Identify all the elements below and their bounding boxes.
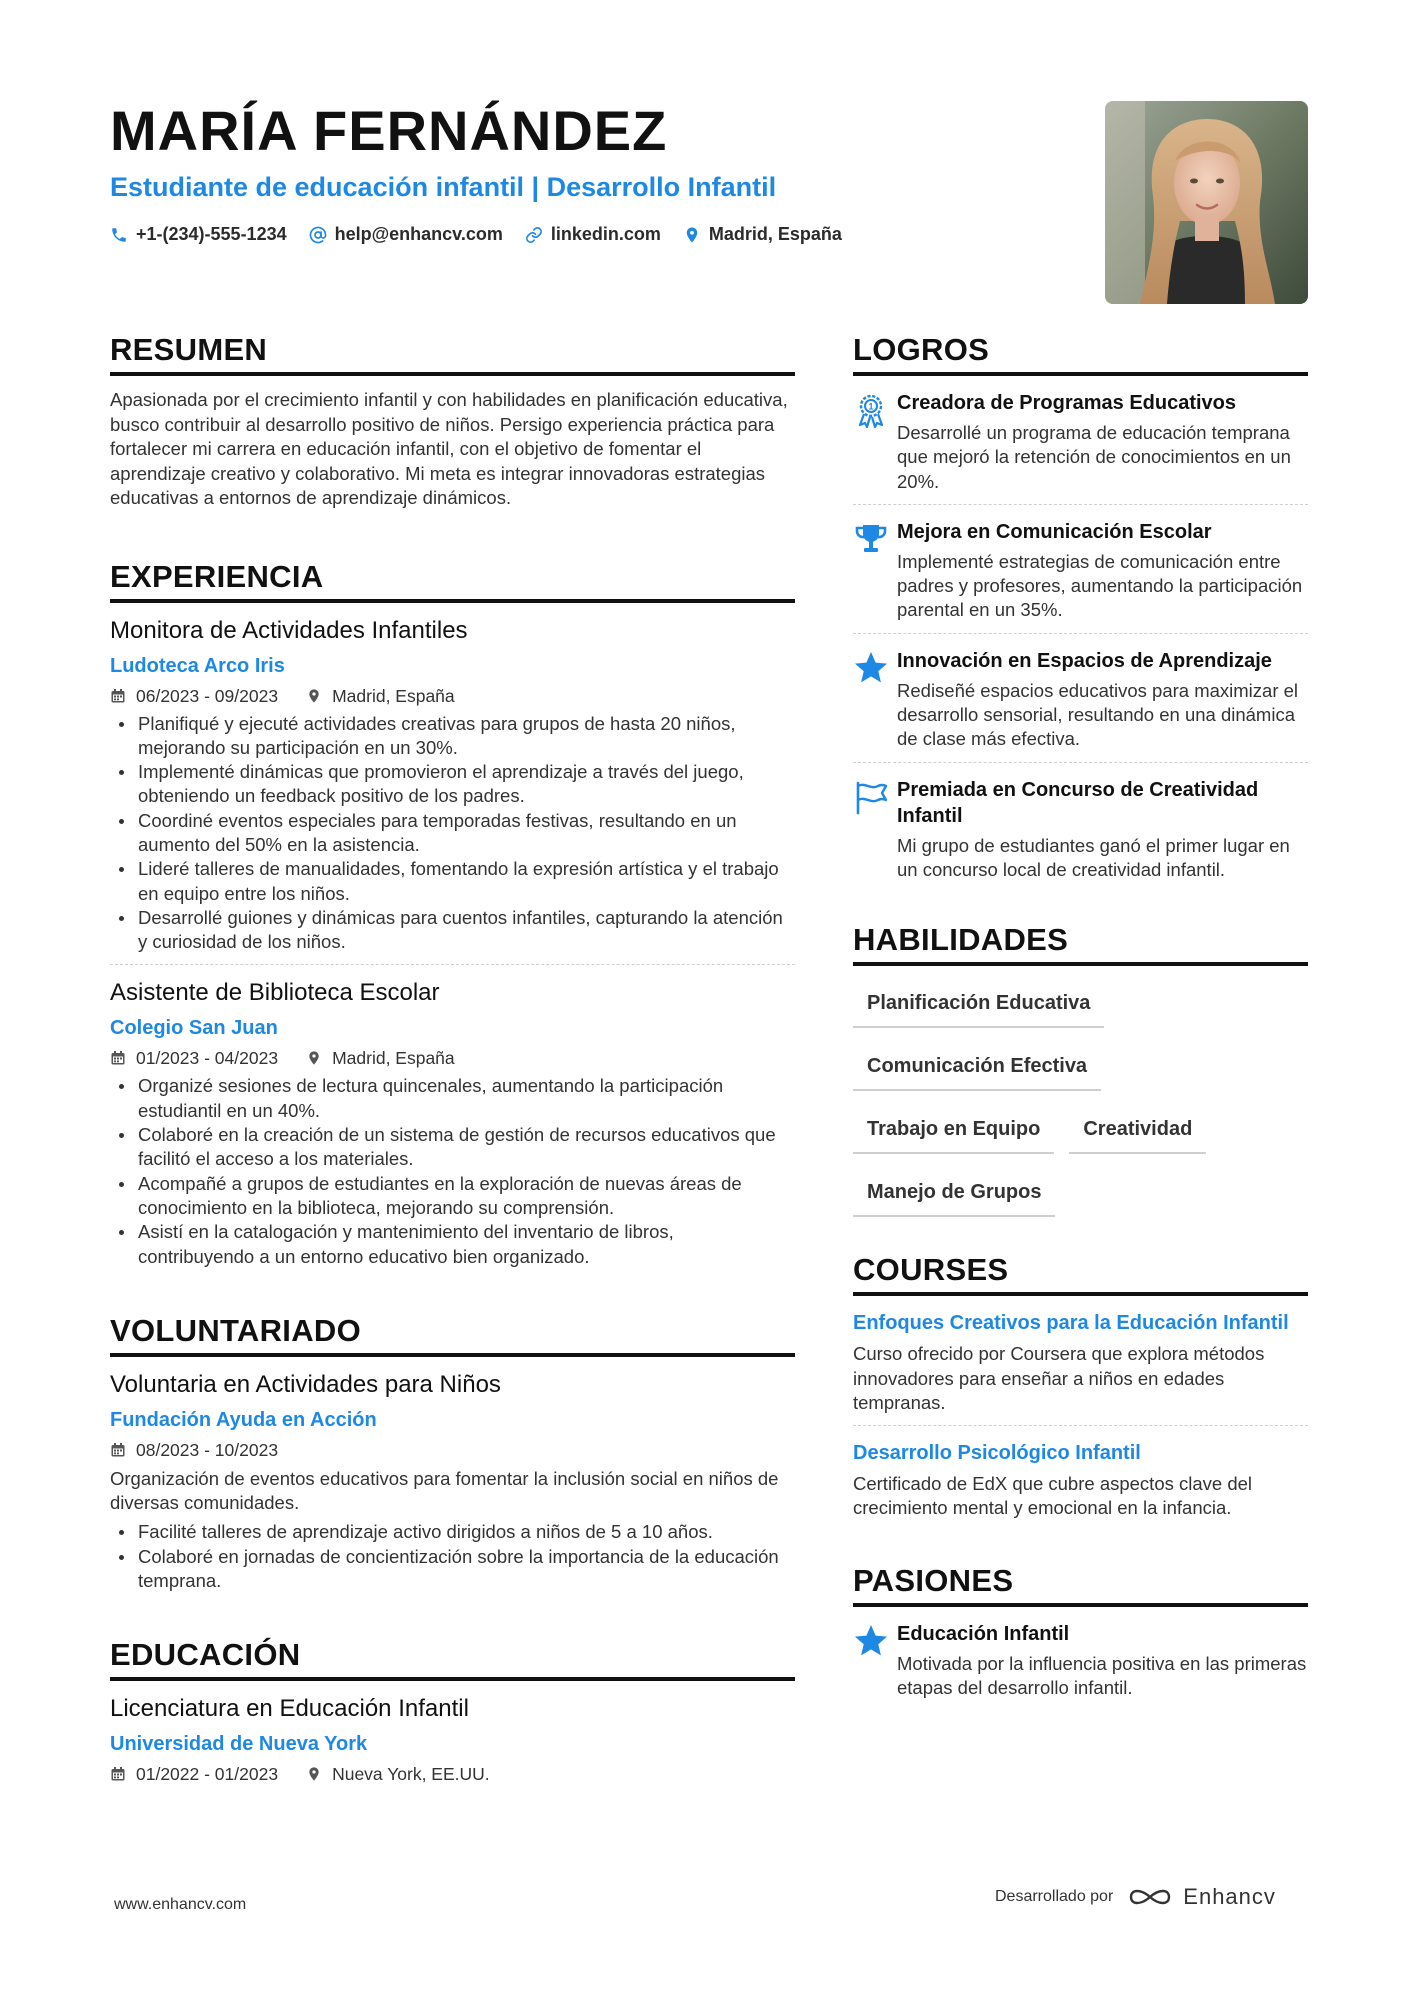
list-item: Facilité talleres de aprendizaje activo dirigidos a niños de 5 a 10 años. bbox=[110, 1520, 795, 1544]
brand-name: Enhancv bbox=[1183, 1884, 1276, 1909]
dates-text: 08/2023 - 10/2023 bbox=[136, 1439, 279, 1460]
location-pin-icon bbox=[306, 1766, 322, 1782]
flag-icon bbox=[853, 777, 897, 883]
job-dates bbox=[110, 685, 278, 707]
volunteer-description: Organización de eventos educativos para fomentar la inclusión social en niños de diversas comunidades. bbox=[110, 1467, 779, 1514]
passion-title: Educación Infantil bbox=[897, 1622, 1070, 1645]
education-location bbox=[306, 1763, 490, 1785]
location-pin-icon bbox=[306, 1050, 322, 1066]
contact-linkedin[interactable] bbox=[525, 224, 661, 245]
contact-location bbox=[683, 224, 842, 245]
avatar-portrait bbox=[1105, 101, 1308, 304]
list-item: Organizé sesiones de lectura quincenales, aumentando la participación estudiantil en un 40%. bbox=[110, 1074, 795, 1123]
job-company: Ludoteca Arco Iris bbox=[110, 654, 285, 677]
degree-title: Licenciatura en Educación Infantil bbox=[110, 1695, 469, 1723]
list-item: Colaboré en jornadas de concientización sobre la importancia de la educación temprana. bbox=[110, 1545, 795, 1594]
volunteering-section bbox=[110, 1311, 795, 1593]
contact-bar bbox=[110, 224, 1070, 245]
resume-header bbox=[110, 98, 1070, 245]
achievement-desc: Implementé estrategias de comunicación entre padres y profesores, aumentando la participación parental en un 35%. bbox=[897, 550, 1303, 621]
education-entry bbox=[110, 1681, 795, 1785]
volunteer-org: Fundación Ayuda en Acción bbox=[110, 1408, 377, 1431]
skills-section bbox=[853, 920, 1308, 1232]
section-title-passions: PASIONES bbox=[853, 1561, 1308, 1607]
job-dates bbox=[110, 1047, 278, 1069]
education-dates bbox=[110, 1763, 278, 1785]
job-title: Asistente de Biblioteca Escolar bbox=[110, 979, 440, 1007]
achievement-item bbox=[853, 505, 1308, 634]
achievement-desc: Rediseñé espacios educativos para maximizar el desarrollo sensorial, resultando en una dinámica de clase más efectiva. bbox=[897, 679, 1299, 750]
section-title-education: EDUCACIÓN bbox=[110, 1635, 795, 1681]
job-entry bbox=[110, 603, 795, 966]
summary-section bbox=[110, 330, 795, 511]
course-desc: Certificado de EdX que cubre aspectos clave del crecimiento mental y emocional en la infancia. bbox=[853, 1473, 1253, 1519]
location-text: Madrid, España bbox=[332, 685, 455, 706]
email-text: help@enhancv.com bbox=[334, 224, 503, 244]
contact-phone[interactable] bbox=[110, 224, 287, 245]
achievement-title: Premiada en Concurso de Creatividad Infantil bbox=[897, 778, 1259, 827]
section-title-skills: HABILIDADES bbox=[853, 920, 1308, 966]
achievement-item bbox=[853, 376, 1308, 505]
dates-text: 01/2022 - 01/2023 bbox=[136, 1764, 279, 1785]
calendar-icon bbox=[110, 1442, 126, 1458]
section-title-volunteering: VOLUNTARIADO bbox=[110, 1311, 795, 1357]
skill-tag: Creatividad bbox=[1069, 1106, 1206, 1154]
school-name: Universidad de Nueva York bbox=[110, 1733, 368, 1756]
linkedin-text: linkedin.com bbox=[550, 224, 661, 244]
job-meta bbox=[110, 685, 795, 707]
skill-tag: Manejo de Grupos bbox=[853, 1169, 1055, 1217]
footer-branding bbox=[995, 1884, 1276, 1910]
location-text: Madrid, España bbox=[708, 224, 842, 244]
achievements-section bbox=[853, 330, 1308, 892]
list-item: Lideré talleres de manualidades, fomentando la expresión artística y el trabajo en equipo entre los niños. bbox=[110, 857, 795, 906]
volunteer-role: Voluntaria en Actividades para Niños bbox=[110, 1370, 501, 1398]
right-column bbox=[853, 330, 1308, 1710]
svg-text:1: 1 bbox=[868, 401, 874, 412]
achievement-title: Innovación en Espacios de Aprendizaje bbox=[897, 649, 1272, 672]
star-icon bbox=[853, 648, 897, 752]
trophy-icon bbox=[853, 519, 897, 623]
dates-text: 01/2023 - 04/2023 bbox=[136, 1048, 279, 1069]
phone-text: +1-(234)-555-1234 bbox=[136, 224, 287, 244]
passion-desc: Motivada por la influencia positiva en las primeras etapas del desarrollo infantil. bbox=[897, 1652, 1307, 1699]
skill-tag: Planificación Educativa bbox=[853, 980, 1104, 1028]
achievement-title: Creadora de Programas Educativos bbox=[897, 392, 1237, 414]
enhancv-logo-icon bbox=[1127, 1884, 1173, 1910]
calendar-icon bbox=[110, 1050, 126, 1066]
location-pin-icon bbox=[306, 688, 322, 704]
job-bullets bbox=[110, 1074, 795, 1268]
left-column bbox=[110, 330, 795, 1785]
job-location bbox=[306, 1047, 455, 1069]
section-title-summary: RESUMEN bbox=[110, 330, 795, 376]
job-meta bbox=[110, 1047, 795, 1069]
at-sign-icon bbox=[309, 226, 327, 244]
job-bullets bbox=[110, 712, 795, 955]
achievement-desc: Desarrollé un programa de educación temprana que mejoró la retención de conocimientos en un 20%. bbox=[897, 422, 1291, 492]
list-item: Planifiqué y ejecuté actividades creativas para grupos de hasta 20 niños, mejorando su participación en un 30%. bbox=[110, 712, 795, 761]
course-item bbox=[853, 1426, 1308, 1531]
volunteer-bullets bbox=[110, 1520, 795, 1593]
award-ribbon-icon bbox=[853, 390, 897, 494]
star-icon bbox=[853, 1621, 897, 1701]
link-icon bbox=[525, 226, 543, 244]
achievement-item bbox=[853, 634, 1308, 763]
headline: Estudiante de educación infantil | Desarrollo Infantil bbox=[110, 172, 777, 202]
list-item: Acompañé a grupos de estudiantes en la exploración de nuevas áreas de conocimiento en la biblioteca, mejorando su comprensión. bbox=[110, 1172, 795, 1221]
course-title[interactable]: Enfoques Creativos para la Educación Infantil bbox=[853, 1312, 1289, 1335]
volunteer-entry bbox=[110, 1357, 795, 1593]
experience-section bbox=[110, 557, 795, 1269]
full-name: MARÍA FERNÁNDEZ bbox=[110, 99, 668, 162]
section-title-courses: COURSES bbox=[853, 1250, 1308, 1296]
section-title-achievements: LOGROS bbox=[853, 330, 1308, 376]
passion-item bbox=[853, 1607, 1308, 1711]
location-text: Nueva York, EE.UU. bbox=[332, 1764, 490, 1785]
job-title: Monitora de Actividades Infantiles bbox=[110, 616, 468, 644]
education-meta bbox=[110, 1763, 795, 1785]
location-pin-icon bbox=[683, 226, 701, 244]
education-section bbox=[110, 1635, 795, 1785]
passions-section bbox=[853, 1561, 1308, 1711]
profile-photo bbox=[1105, 101, 1308, 304]
list-item: Asistí en la catalogación y mantenimiento del inventario de libros, contribuyendo a un entorno educativo bien organizado. bbox=[110, 1220, 795, 1269]
summary-text: Apasionada por el crecimiento infantil y con habilidades en planificación educativa, busco contribuir al desarrollo positivo de niños. Persigo experiencia práctica para fortalecer mi carrera en educación infantil, con el objetivo de fomentar el aprendizaje creativo y colaborativo. Mi meta es integrar innovadoras estrategias educativas a entornos de aprendizaje dinámicos. bbox=[110, 389, 788, 508]
achievement-desc: Mi grupo de estudiantes ganó el primer lugar en un concurso local de creatividad infantil. bbox=[897, 834, 1290, 880]
phone-icon bbox=[110, 226, 128, 244]
list-item: Desarrollé guiones y dinámicas para cuentos infantiles, capturando la atención y curiosidad de los niños. bbox=[110, 906, 795, 955]
achievement-item bbox=[853, 763, 1308, 893]
courses-section bbox=[853, 1250, 1308, 1530]
course-title[interactable]: Desarrollo Psicológico Infantil bbox=[853, 1442, 1141, 1465]
volunteer-meta bbox=[110, 1439, 795, 1461]
course-desc: Curso ofrecido por Coursera que explora métodos innovadores para enseñar a niños en edades tempranas. bbox=[853, 1343, 1265, 1413]
list-item: Implementé dinámicas que promovieron el aprendizaje a través del juego, obteniendo un feedback positivo de los padres. bbox=[110, 760, 795, 809]
skills-list bbox=[853, 966, 1308, 1232]
contact-email[interactable] bbox=[309, 224, 503, 245]
powered-by-text: Desarrollado por bbox=[995, 1888, 1114, 1905]
job-entry bbox=[110, 965, 795, 1268]
course-item bbox=[853, 1296, 1308, 1426]
list-item: Colaboré en la creación de un sistema de gestión de recursos educativos que facilitó el acceso a los materiales. bbox=[110, 1123, 795, 1172]
calendar-icon bbox=[110, 688, 126, 704]
section-title-experience: EXPERIENCIA bbox=[110, 557, 795, 603]
achievement-title: Mejora en Comunicación Escolar bbox=[897, 520, 1212, 543]
volunteer-dates bbox=[110, 1439, 278, 1461]
job-company: Colegio San Juan bbox=[110, 1017, 278, 1040]
dates-text: 06/2023 - 09/2023 bbox=[136, 685, 279, 706]
skill-tag: Trabajo en Equipo bbox=[853, 1106, 1054, 1154]
location-text: Madrid, España bbox=[332, 1048, 455, 1069]
skill-tag: Comunicación Efectiva bbox=[853, 1043, 1101, 1091]
calendar-icon bbox=[110, 1766, 126, 1782]
list-item: Coordiné eventos especiales para temporadas festivas, resultando en un aumento del 50% en la asistencia. bbox=[110, 809, 795, 858]
footer-website[interactable]: www.enhancv.com bbox=[114, 1896, 247, 1913]
job-location bbox=[306, 685, 455, 707]
